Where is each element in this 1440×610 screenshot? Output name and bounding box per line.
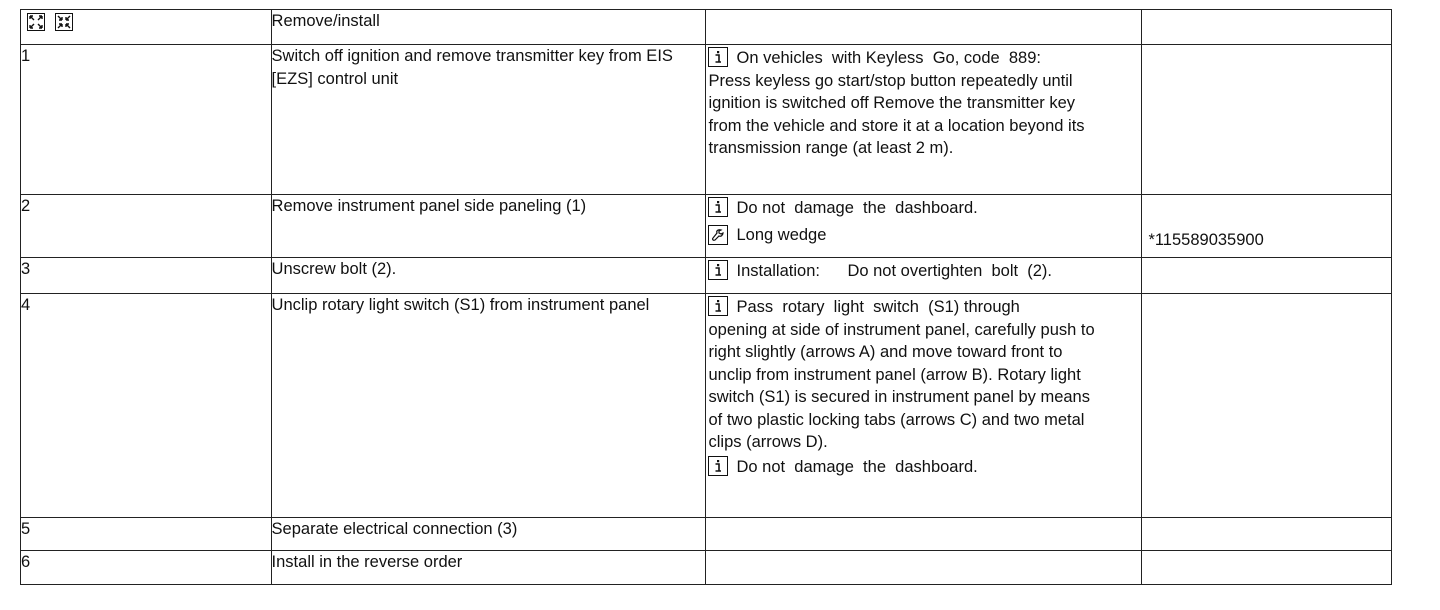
step-action: Install in the reverse order xyxy=(271,553,463,571)
step-number: 3 xyxy=(21,260,31,278)
step-note-cell xyxy=(706,518,1142,551)
step-action-cell xyxy=(271,551,706,585)
header-icons-cell xyxy=(21,10,272,45)
step-action: Unclip rotary light switch (S1) from instrument panel xyxy=(271,296,650,314)
procedure-table xyxy=(20,9,1392,585)
step-number-cell xyxy=(21,195,272,258)
step-action-cell xyxy=(271,294,706,518)
part-number: *115589035900 xyxy=(1148,231,1264,249)
step-row xyxy=(21,258,1392,294)
step-note-lead: Pass rotary light switch (S1) through xyxy=(736,298,1020,316)
step-number: 4 xyxy=(21,296,31,314)
info-icon xyxy=(708,456,728,476)
step-note-cell xyxy=(706,45,1142,195)
header-row xyxy=(21,10,1392,45)
info-icon xyxy=(708,260,728,280)
header-title: Remove/install xyxy=(271,12,380,30)
step-row xyxy=(21,195,1392,258)
step-action-cell xyxy=(271,45,706,195)
info-icon xyxy=(708,197,728,217)
step-row xyxy=(21,551,1392,585)
step-row xyxy=(21,45,1392,195)
header-empty-cell-4 xyxy=(1142,10,1392,45)
step-note-cell xyxy=(706,294,1142,518)
expand-icon[interactable] xyxy=(27,13,45,31)
step-action: Unscrew bolt (2). xyxy=(271,260,397,278)
step-extra-cell xyxy=(1142,551,1392,585)
step-note-body: Press keyless go start/stop button repeatedly until ignition is switched off Remove the transmitter key from the vehicle and store it at a location beyond its transmission range (at least 2 m). xyxy=(708,71,1085,157)
step-action: Switch off ignition and remove transmitter key from EIS [EZS] control unit xyxy=(271,47,673,88)
step-extra-cell xyxy=(1142,294,1392,518)
step-action-cell xyxy=(271,518,706,551)
step-note: Installation: Do not overtighten bolt (2). xyxy=(736,262,1052,280)
step-extra-cell xyxy=(1142,258,1392,294)
step-note-cell xyxy=(706,258,1142,294)
step-number-cell xyxy=(21,294,272,518)
step-action: Separate electrical connection (3) xyxy=(271,520,518,538)
collapse-icon[interactable] xyxy=(55,13,73,31)
step-number: 1 xyxy=(21,47,31,65)
step-note-cell xyxy=(706,195,1142,258)
step-action-cell xyxy=(271,195,706,258)
step-row xyxy=(21,518,1392,551)
step-note-body: opening at side of instrument panel, carefully push to right slightly (arrows A) and move toward front to unclip from instrument panel (arrow B). Rotary light switch (S1) is secured in instrument panel by means of two plastic locking tabs (arrows C) and two metal clips (arrows D). xyxy=(708,320,1095,451)
step-number-cell xyxy=(21,45,272,195)
step-extra-cell xyxy=(1142,195,1392,258)
header-title-cell xyxy=(271,10,706,45)
step-note-lead: On vehicles with Keyless Go, code 889: xyxy=(736,49,1041,67)
step-extra-cell xyxy=(1142,518,1392,551)
step-number: 5 xyxy=(21,520,31,538)
info-icon xyxy=(708,47,728,67)
step-action-cell xyxy=(271,258,706,294)
step-number-cell xyxy=(21,258,272,294)
step-action: Remove instrument panel side paneling (1) xyxy=(271,197,587,215)
info-icon xyxy=(708,296,728,316)
step-number-cell xyxy=(21,518,272,551)
header-empty-cell-3 xyxy=(706,10,1142,45)
step-number-cell xyxy=(21,551,272,585)
step-row xyxy=(21,294,1392,518)
step-note: Do not damage the dashboard. xyxy=(736,457,978,476)
special-tool-icon xyxy=(708,225,728,245)
tool-name: Long wedge xyxy=(736,225,827,244)
step-note-cell xyxy=(706,551,1142,585)
step-number: 2 xyxy=(21,197,31,215)
step-number: 6 xyxy=(21,553,31,571)
step-extra-cell xyxy=(1142,45,1392,195)
step-note: Do not damage the dashboard. xyxy=(736,199,978,217)
